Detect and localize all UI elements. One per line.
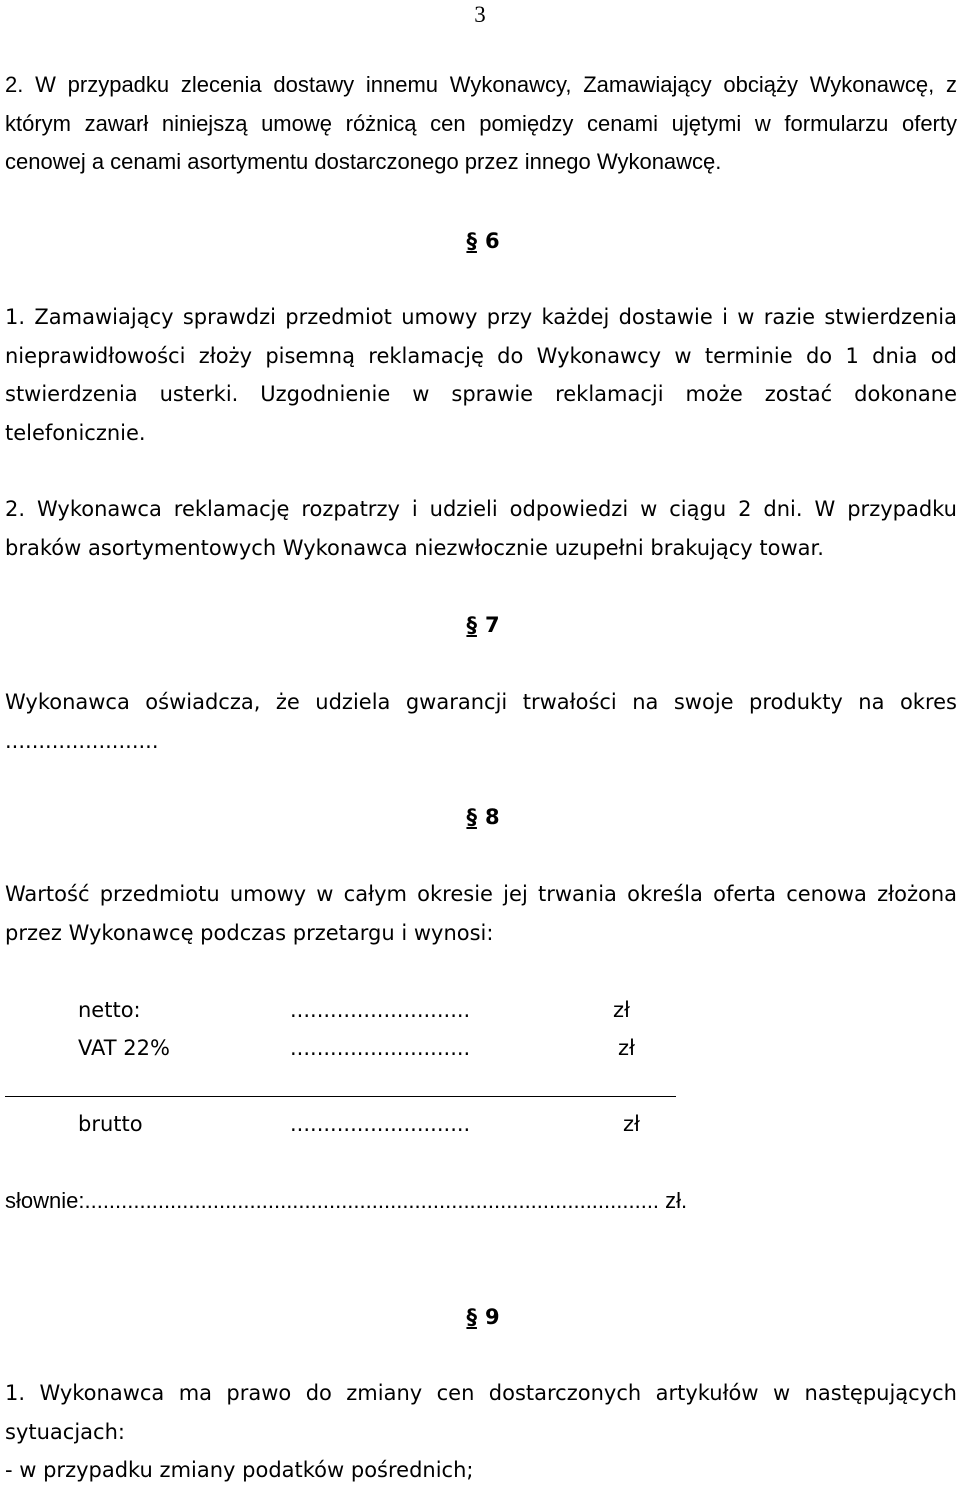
section-heading-6: [0, 226, 960, 256]
section6-paragraph-1: 1. Zamawiający sprawdzi przedmiot umowy przy każdej dostawie i w razie stwierdzenia nieprawidłowości złoży pisemną reklamację do Wykonawcy w terminie do 1 dnia od stwierdzenia usterki. Uzgodnienie w sprawie reklamacji może zostać dokonane telefonicznie.: [5, 305, 957, 445]
brutto-value: ...........................: [290, 1112, 471, 1136]
sum-rule: [5, 1096, 676, 1097]
netto-label: netto:: [78, 998, 141, 1022]
section-symbol: §: [466, 805, 477, 829]
page-number: 3: [474, 2, 486, 27]
section-number: 6: [484, 229, 500, 253]
section-number: 9: [484, 1305, 500, 1329]
section-heading-9: [0, 1302, 960, 1332]
slownie-line: słownie:.............................................................................................. zł.: [5, 1188, 688, 1213]
netto-unit: zł: [613, 998, 630, 1022]
section-symbol: §: [466, 1305, 477, 1329]
section-heading-7: [0, 610, 960, 640]
section9-list-item-1: - w przypadku zmiany podatków pośrednich;: [5, 1458, 474, 1482]
section7-paragraph-1: Wykonawca oświadcza, że udziela gwarancji trwałości na swoje produkty na okres .......................: [5, 690, 957, 753]
section-symbol: §: [466, 229, 477, 253]
brutto-label: brutto: [78, 1112, 143, 1136]
section-heading-8: [0, 802, 960, 832]
section8-paragraph-1: Wartość przedmiotu umowy w całym okresie jej trwania określa oferta cenowa złożona przez Wykonawcę podczas przetargu i wynosi:: [5, 882, 957, 945]
section9-paragraph-1: 1. Wykonawca ma prawo do zmiany cen dostarczonych artykułów w następujących sytuacjach:: [5, 1381, 957, 1444]
section6-paragraph-2: 2. Wykonawca reklamację rozpatrzy i udzieli odpowiedzi w ciągu 2 dni. W przypadku braków asortymentowych Wykonawca niezwłocznie uzupełni brakujący towar.: [5, 497, 957, 560]
netto-value: ...........................: [290, 998, 471, 1022]
section-number: 7: [484, 613, 500, 637]
section-number: 8: [484, 805, 500, 829]
vat-unit: zł: [618, 1036, 635, 1060]
vat-label: VAT 22%: [78, 1036, 170, 1060]
brutto-unit: zł: [623, 1112, 640, 1136]
vat-value: ...........................: [290, 1036, 471, 1060]
section-symbol: §: [466, 613, 477, 637]
section5-paragraph-2: 2. W przypadku zlecenia dostawy innemu Wykonawcy, Zamawiający obciąży Wykonawcę, z którym zawarł niniejszą umowę różnicą cen pomiędzy cenami ujętymi w formularzu oferty cenowej a cenami asortymentu dostarczonego przez innego Wykonawcę.: [5, 72, 957, 174]
